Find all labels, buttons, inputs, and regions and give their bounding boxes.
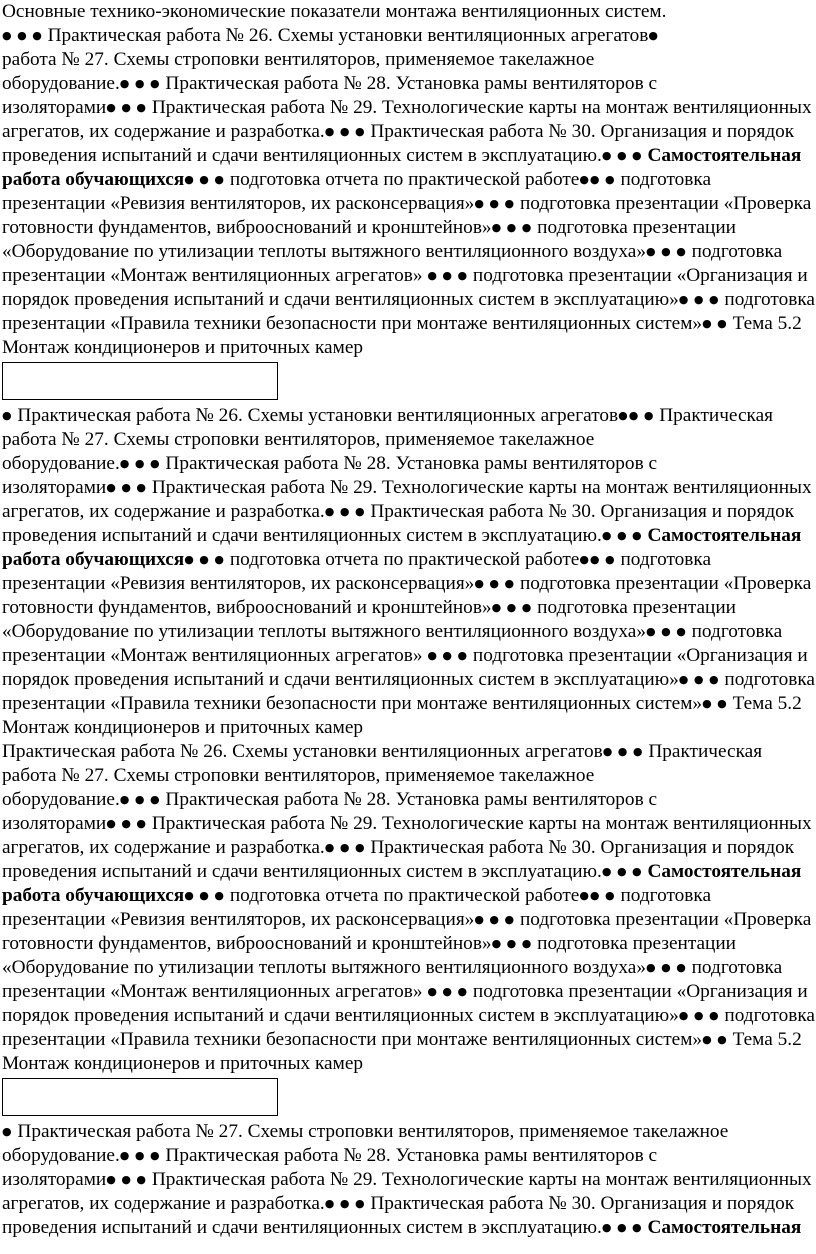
text-run: подготовка отчета по практической работе — [225, 549, 580, 570]
bullet-marks: ● ● ● — [2, 29, 43, 42]
bullet-marks: ● ● ● — [646, 245, 687, 258]
text-run: Практическая работа № 30. Организация и порядок — [365, 501, 795, 522]
text-line — [2, 452, 814, 476]
text-run: презентации «Монтаж вентиляционных агрегатов» — [2, 645, 428, 666]
bold-text: работа обучающихся — [2, 549, 185, 570]
bullet-marks: ● ● ● — [119, 1149, 161, 1162]
text-line — [2, 336, 814, 360]
text-run: проведения испытаний и сдачи вентиляционных систем в эксплуатацию. — [2, 1217, 602, 1238]
bullet-marks: ● ● ● — [324, 505, 366, 518]
text-run: Практическая работа № 30. Организация и порядок — [365, 837, 795, 858]
bullet-marks: ● ● ● — [106, 101, 148, 114]
text-run: Практическая работа № 26. Схемы установки вентиляционных агрегатов — [12, 405, 619, 426]
text-run: порядок проведения испытаний и сдачи вентиляционных систем в эксплуатацию» — [2, 289, 679, 310]
text-line — [2, 812, 814, 836]
text-run: подготовка — [686, 241, 783, 262]
bullet-marks: ● ● ● — [119, 77, 161, 90]
text-line — [2, 860, 814, 884]
text-run: Практическая работа № 26. Схемы установки вентиляционных агрегатов — [42, 25, 649, 46]
text-run: Практическая — [654, 405, 774, 426]
bullet-marks: ● ● ● — [601, 1221, 643, 1234]
bullet-marks: ● ● ● — [427, 649, 469, 662]
text-line — [2, 48, 814, 72]
bullet-marks: ●● ● — [579, 889, 616, 902]
text-run: Практическая работа № 28. Установка рамы вентиляторов с — [160, 453, 658, 474]
bullet-marks: ● ● ● — [491, 937, 533, 950]
text-run: Монтаж кондиционеров и приточных камер — [2, 717, 364, 738]
text-run: подготовка презентации «Организация и — [468, 265, 808, 286]
text-run: презентации «Ревизия вентиляторов, их расконсервация» — [2, 909, 475, 930]
text-run: проведения испытаний и сдачи вентиляционных систем в эксплуатацию. — [2, 861, 602, 882]
bullet-marks: ● ● ● — [119, 793, 161, 806]
text-run: подготовка презентации — [532, 597, 736, 618]
text-run: презентации «Ревизия вентиляторов, их расконсервация» — [2, 193, 475, 214]
text-line — [2, 644, 814, 668]
bullet-marks: ● ● ● — [106, 817, 148, 830]
bullet-marks: ●● ● — [618, 409, 655, 422]
text-line — [2, 956, 814, 980]
text-run: подготовка презентации — [532, 933, 736, 954]
text-line — [2, 1168, 814, 1192]
text-run: подготовка презентации «Проверка — [515, 909, 812, 930]
text-line — [2, 788, 814, 812]
text-line — [2, 524, 814, 548]
text-run: подготовка — [615, 549, 712, 570]
empty-frame — [2, 1078, 278, 1116]
bullet-marks: ● ● ● — [106, 481, 148, 494]
text-line — [2, 312, 814, 336]
text-run: подготовка — [719, 1005, 815, 1026]
bold-text: Самостоятельная — [642, 861, 802, 882]
empty-frame — [2, 362, 278, 400]
bullet-marks: ● ● ● — [491, 221, 533, 234]
text-run: презентации «Ревизия вентиляторов, их расконсервация» — [2, 573, 475, 594]
text-run: готовности фундаментов, виброоснований и кронштейнов» — [2, 597, 492, 618]
document-page — [2, 0, 814, 1240]
bullet-marks: ● ● ● — [474, 577, 516, 590]
document-section — [2, 1120, 814, 1240]
bullet-marks: ● ● ● — [646, 961, 687, 974]
text-line — [2, 72, 814, 96]
document-section — [2, 740, 814, 1116]
bullet-marks: ● — [648, 29, 659, 42]
text-line — [2, 144, 814, 168]
bullet-marks: ● ● ● — [602, 745, 644, 758]
text-run: работа № 27. Схемы строповки вентиляторов, применяемое такелажное — [2, 49, 595, 70]
text-line — [2, 1052, 814, 1076]
text-line — [2, 740, 814, 764]
text-run: проведения испытаний и сдачи вентиляционных систем в эксплуатацию. — [2, 145, 602, 166]
bullet-marks: ● ● ● — [119, 457, 161, 470]
text-line — [2, 0, 814, 24]
bullet-marks: ● — [2, 409, 13, 422]
text-line — [2, 620, 814, 644]
text-line — [2, 572, 814, 596]
text-run: порядок проведения испытаний и сдачи вентиляционных систем в эксплуатацию» — [2, 1005, 679, 1026]
text-run: готовности фундаментов, виброоснований и кронштейнов» — [2, 217, 492, 238]
text-line — [2, 668, 814, 692]
text-run: агрегатов, их содержание и разработка. — [2, 501, 325, 522]
text-run: «Оборудование по утилизации теплоты вытяжного вентиляционного воздуха» — [2, 621, 646, 642]
text-run: агрегатов, их содержание и разработка. — [2, 121, 325, 142]
text-run: подготовка презентации «Проверка — [515, 193, 812, 214]
bullet-marks: ● ● ● — [324, 1197, 366, 1210]
text-run: подготовка отчета по практической работе — [225, 169, 580, 190]
text-line — [2, 1004, 814, 1028]
text-run: Тема 5.2 — [727, 693, 802, 714]
bullet-marks: ● ● ● — [678, 293, 720, 306]
text-run: проведения испытаний и сдачи вентиляционных систем в эксплуатацию. — [2, 525, 602, 546]
text-run: изоляторами — [2, 97, 107, 118]
text-run: Практическая работа № 29. Технологические карты на монтаж вентиляционных — [147, 97, 812, 118]
text-line — [2, 1192, 814, 1216]
text-run: подготовка отчета по практической работе — [225, 885, 580, 906]
text-line — [2, 168, 814, 192]
bold-text: Самостоятельная — [642, 145, 802, 166]
bold-text: работа обучающихся — [2, 169, 185, 190]
bullet-marks: ● ● — [702, 317, 728, 330]
text-run: подготовка — [615, 169, 712, 190]
text-line — [2, 288, 814, 312]
text-line — [2, 1120, 814, 1144]
text-run: Монтаж кондиционеров и приточных камер — [2, 1053, 364, 1074]
text-run: оборудование. — [2, 453, 120, 474]
bullet-marks: ● ● ● — [601, 149, 643, 162]
bullet-marks: ●● ● — [579, 173, 616, 186]
text-line — [2, 428, 814, 452]
text-run: «Оборудование по утилизации теплоты вытяжного вентиляционного воздуха» — [2, 957, 646, 978]
text-line — [2, 596, 814, 620]
document-section — [2, 404, 814, 740]
text-line — [2, 932, 814, 956]
text-run: изоляторами — [2, 813, 107, 834]
text-line — [2, 192, 814, 216]
text-run: Практическая — [643, 741, 763, 762]
text-line — [2, 1028, 814, 1052]
text-run: работа № 27. Схемы строповки вентиляторов, применяемое такелажное — [2, 765, 595, 786]
text-run: Практическая работа № 28. Установка рамы вентиляторов с — [160, 789, 658, 810]
text-run: работа № 27. Схемы строповки вентиляторов, применяемое такелажное — [2, 429, 595, 450]
text-line — [2, 1144, 814, 1168]
bullet-marks: ● ● ● — [184, 889, 225, 902]
bullet-marks: ● ● ● — [324, 125, 366, 138]
bullet-marks: ● ● ● — [324, 841, 366, 854]
bullet-marks: ● ● ● — [601, 865, 643, 878]
text-line — [2, 548, 814, 572]
text-run: презентации «Правила техники безопасности при монтаже вентиляционных систем» — [2, 313, 703, 334]
text-run: подготовка презентации «Организация и — [468, 645, 808, 666]
bullet-marks: ● ● ● — [491, 601, 533, 614]
text-run: Тема 5.2 — [727, 1029, 802, 1050]
text-line — [2, 836, 814, 860]
text-run: изоляторами — [2, 1169, 107, 1190]
bold-text: Самостоятельная — [642, 525, 802, 546]
text-run: презентации «Правила техники безопасности при монтаже вентиляционных систем» — [2, 1029, 703, 1050]
text-run: Практическая работа № 27. Схемы строповки вентиляторов, применяемое такелажное — [12, 1121, 729, 1142]
text-run: оборудование. — [2, 789, 120, 810]
bullet-marks: ●● ● — [579, 553, 616, 566]
document-section — [2, 0, 814, 400]
text-run: Тема 5.2 — [727, 313, 802, 334]
text-line — [2, 692, 814, 716]
text-run: изоляторами — [2, 477, 107, 498]
text-run: Практическая работа № 29. Технологические карты на монтаж вентиляционных — [147, 813, 812, 834]
text-line — [2, 476, 814, 500]
text-line — [2, 884, 814, 908]
text-line — [2, 404, 814, 428]
text-run: оборудование. — [2, 1145, 120, 1166]
text-run: Практическая работа № 26. Схемы установки вентиляционных агрегатов — [2, 741, 603, 762]
bullet-marks: ● — [2, 1125, 13, 1138]
bold-text: работа обучающихся — [2, 885, 185, 906]
text-run: подготовка презентации — [532, 217, 736, 238]
text-run: подготовка презентации «Организация и — [468, 981, 808, 1002]
bullet-marks: ● ● ● — [646, 625, 687, 638]
text-run: «Оборудование по утилизации теплоты вытяжного вентиляционного воздуха» — [2, 241, 646, 262]
text-run: подготовка — [686, 957, 783, 978]
bullet-marks: ● ● ● — [474, 197, 516, 210]
text-run: презентации «Правила техники безопасности при монтаже вентиляционных систем» — [2, 693, 703, 714]
text-run: подготовка — [615, 885, 712, 906]
bullet-marks: ● ● — [702, 697, 728, 710]
bullet-marks: ● ● ● — [427, 269, 469, 282]
text-run: Практическая работа № 30. Организация и порядок — [365, 1193, 795, 1214]
bullet-marks: ● ● — [702, 1033, 728, 1046]
bullet-marks: ● ● ● — [427, 985, 469, 998]
text-run: Основные технико-экономические показатели монтажа вентиляционных систем. — [2, 1, 667, 22]
text-run: агрегатов, их содержание и разработка. — [2, 837, 325, 858]
bullet-marks: ● ● ● — [678, 1009, 720, 1022]
bullet-marks: ● ● ● — [678, 673, 720, 686]
text-run: презентации «Монтаж вентиляционных агрегатов» — [2, 265, 428, 286]
text-run: презентации «Монтаж вентиляционных агрегатов» — [2, 981, 428, 1002]
text-run: Практическая работа № 29. Технологические карты на монтаж вентиляционных — [147, 1169, 812, 1190]
text-run: готовности фундаментов, виброоснований и кронштейнов» — [2, 933, 492, 954]
text-run: подготовка — [719, 289, 815, 310]
text-run: оборудование. — [2, 73, 120, 94]
text-line — [2, 24, 814, 48]
text-run: агрегатов, их содержание и разработка. — [2, 1193, 325, 1214]
text-run: Практическая работа № 28. Установка рамы вентиляторов с — [160, 73, 658, 94]
bold-text: Самостоятельная — [642, 1217, 802, 1238]
text-line — [2, 96, 814, 120]
text-line — [2, 908, 814, 932]
text-run: Практическая работа № 29. Технологические карты на монтаж вентиляционных — [147, 477, 812, 498]
text-line — [2, 500, 814, 524]
text-line — [2, 764, 814, 788]
text-line — [2, 216, 814, 240]
bullet-marks: ● ● ● — [474, 913, 516, 926]
text-run: порядок проведения испытаний и сдачи вентиляционных систем в эксплуатацию» — [2, 669, 679, 690]
text-line — [2, 980, 814, 1004]
bullet-marks: ● ● ● — [184, 173, 225, 186]
text-run: Практическая работа № 30. Организация и порядок — [365, 121, 795, 142]
text-run: Монтаж кондиционеров и приточных камер — [2, 337, 364, 358]
text-line — [2, 1216, 814, 1240]
text-line — [2, 120, 814, 144]
text-run: подготовка — [719, 669, 815, 690]
text-run: Практическая работа № 28. Установка рамы вентиляторов с — [160, 1145, 658, 1166]
text-line — [2, 716, 814, 740]
bullet-marks: ● ● ● — [106, 1173, 148, 1186]
text-run: подготовка — [686, 621, 783, 642]
text-run: подготовка презентации «Проверка — [515, 573, 812, 594]
text-line — [2, 240, 814, 264]
text-line — [2, 264, 814, 288]
bullet-marks: ● ● ● — [601, 529, 643, 542]
bullet-marks: ● ● ● — [184, 553, 225, 566]
